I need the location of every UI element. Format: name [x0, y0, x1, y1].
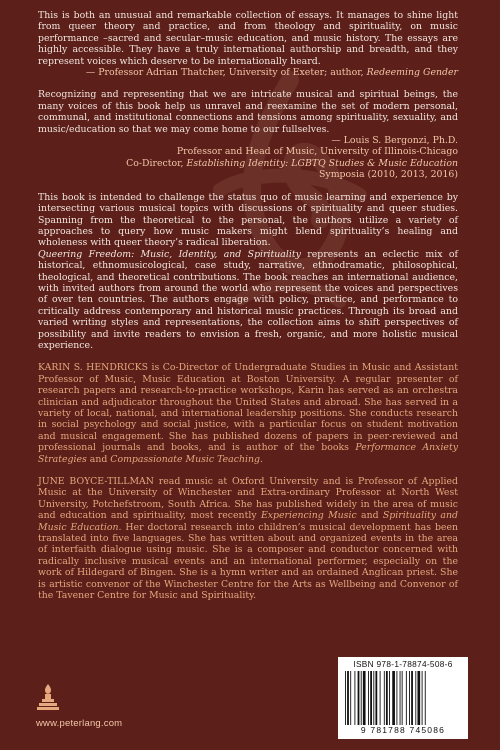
- author-book-2: Compassionate Music Teaching.: [110, 453, 263, 465]
- attribution-role: Co-Director,: [126, 157, 187, 169]
- blurb-attribution-1: [38, 67, 458, 78]
- author-book-3: Experiencing Music: [260, 510, 357, 522]
- blurb-attribution-2-line3: [38, 158, 458, 169]
- barcode-icon: [344, 671, 462, 725]
- author-bio-hendricks: [38, 362, 458, 465]
- description-paragraph-1: This book is intended to challenge the status quo of music learning and experience by intersecting various musical topics with discussions of spirituality and queer studies. Spanning from the theoretical to the personal, the authors utilize a variety of approaches to query how music makers might blend spirituality’s healing and wholeness with queer theory’s radical liberation.: [38, 191, 458, 249]
- author-name-hendricks: KARIN S. HENDRICKS: [38, 362, 149, 374]
- barcode-digits: 9 781788 745086: [360, 725, 446, 735]
- blurb-attribution-2-line2: Professor and Head of Music, University of Illinois-Chicago: [176, 146, 458, 158]
- author-book-1: Performance Anxiety Strategies: [38, 442, 458, 465]
- blurb-attribution-2-line1: — Louis S. Bergonzi, Ph.D.: [331, 135, 458, 147]
- attribution-name: — Professor Adrian Thatcher, University of Exeter; author,: [85, 67, 367, 79]
- author-name-boyce-tillman: JUNE BOYCE-TILLMAN: [38, 476, 154, 488]
- author-bio-boyce-tillman: [38, 476, 458, 601]
- isbn-label: ISBN 978-1-78874-508-6: [353, 659, 453, 669]
- description-paragraph-2-text: represents an eclectic mix of historical, ethnomusicological, case study, narrative, ethnodramatic, philosophical, theological, and theoretical contributions. The book reaches an international audience, with invited authors from around the world who represent the voices and perspectives of over ten countries. The authors engage with policy, practice, and performance to critically address contemporary and historical music practices. Through its broad and varied writing styles and representations, the collection aims to shift perspectives of possibility and invite readers to envision a fresh, organic, and more holistic musical experience.: [38, 248, 458, 351]
- attribution-book-title: Redeeming Gender: [366, 67, 458, 79]
- conjunction: and: [356, 510, 383, 522]
- author-bio-boyce-text-1: read music at Oxford University and is Professor of Applied Music at the University of Winchester and Extra-ordinary Professor at North West University, Potchefstroom, South Africa. She has published widely in the area of music and education and spirituality, most recently: [38, 476, 458, 522]
- cover-footer: [0, 659, 500, 750]
- isbn-barcode: [338, 657, 468, 739]
- book-title: Queering Freedom: Music, Identity, and Spirituality: [38, 248, 301, 260]
- description-paragraph-2: [38, 249, 458, 352]
- blurb-quote-2: Recognizing and representing that we are intricate musical and spiritual beings, the many voices of this book help us unravel and reexamine the set of modern personal, communal, and institutional connections and tensions among spirituality, sexuality, and music/education so that we may come home to our fullselves.: [38, 89, 458, 135]
- author-bio-boyce-text-2: Her doctoral research into children’s musical development has been translated into five languages. She has written about and organized events in the area of interfaith dialogue using music. She is a composer and conductor concerned with radically inclusive musical events and an international performer, especially on the work of Hildegard of Bingen. She is a hymn writer and an ordained Anglican priest. She is artistic convenor of the Winchester Centre for the Arts as Wellbeing and Convenor of the Tavener Centre for Music and Spirituality.: [38, 521, 458, 602]
- publisher-url[interactable]: www.peterlang.com: [36, 718, 123, 729]
- peter-lang-logo-icon: [36, 682, 60, 712]
- conjunction: and: [86, 453, 111, 465]
- author-book-4: Spirituality and Music Education.: [38, 510, 458, 533]
- cover-text: [38, 10, 458, 602]
- attribution-symposium-title: Establishing Identity: LGBTQ Studies & Music Education: [186, 157, 458, 169]
- author-bio-hendricks-text: is Co-Director of Undergraduate Studies in Music and Assistant Professor of Music, Music Education at Boston University. A regular presenter of research papers and research-to-practice workshops, Karin has served as an orchestra clinician and adjudicator throughout the United States and abroad. She has served in a variety of local, national, and international leadership positions. She conducts research in social psychology and social justice, with a particular focus on student motivation and musical engagement. She has published dozens of papers in peer-reviewed and professional journals and books, and is author of the books: [38, 362, 459, 454]
- blurb-quote-1: This is both an unusual and remarkable collection of essays. It manages to shine light from queer theory and practice, and from theology and spirituality, on music performance –sacred and secular–music education, and music history. The essays are highly accessible. They have a truly international authorship and breadth, and they represent voices which deserve to be internationally heard.: [38, 10, 458, 67]
- blurb-attribution-2-line4: Symposia (2010, 2013, 2016): [319, 169, 458, 181]
